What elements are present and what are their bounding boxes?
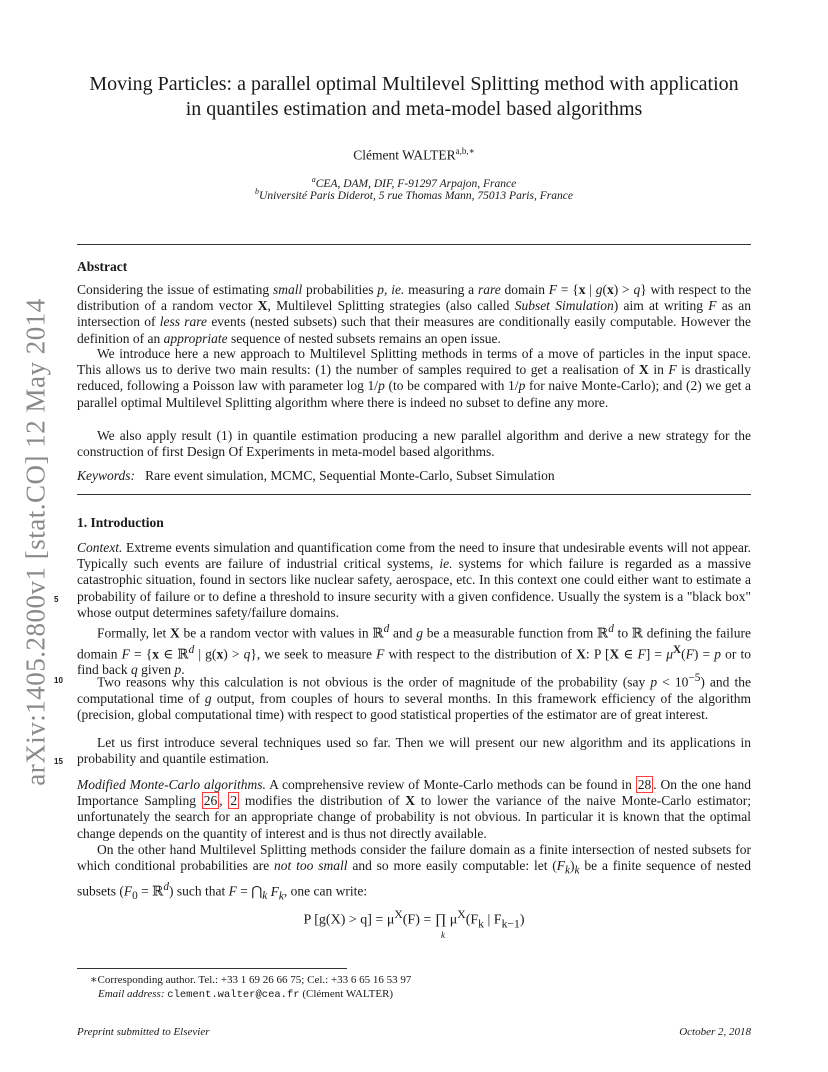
abstract-paragraph-3: We also apply result (1) in quantile estimation producing a new parallel algorithm and derive a new strategy for the construction of first Design Of Experiments in meta-model based algorithms. — [77, 428, 751, 460]
line-number-15: 15 — [54, 757, 63, 766]
abstract-paragraph-1: Considering the issue of estimating small probabilities p, ie. measuring a rare domain F = {x | g(x) > q} with respect to the distribution of a random vector X, Multilevel Splitting strategies (also called Subset Simulation) aim at writing F as an intersection of less rare events (nested subsets) such that their measures are conditionally easily computable. However the definition of an appropriate sequence of nested subsets remains an open issue. — [77, 282, 752, 346]
abstract-heading: Abstract — [77, 259, 128, 274]
line-number-10: 10 — [54, 676, 63, 685]
author-marks: a,b,∗ — [455, 146, 475, 156]
keywords-label: Keywords: — [77, 468, 135, 483]
footnote-email-address[interactable]: clement.walter@cea.fr — [167, 989, 300, 1001]
equation-tail: | F — [484, 912, 502, 928]
paper-title — [0, 72, 828, 122]
intro-paragraph-2: Formally, let X be a random vector with values in ℝ$^d$ and g be a measurable function from ℝ$^d$ to ℝ defining the failure domain F = {x ∈ ℝ$^d$ | g(x) > q}, we seek to measure F with respect to the distribution of X: P [X ∈ $F] = \mu^X(F) = p$ or to find back q given p. — [77, 623, 752, 678]
affiliation-a-mark: a — [311, 175, 316, 184]
keywords-list: Rare event simulation, MCMC, Sequential Monte-Carlo, Subset Simulation — [145, 468, 555, 483]
footer-preprint: Preprint submitted to Elsevier — [77, 1026, 210, 1038]
affiliation-b — [0, 184, 828, 204]
footer-date: October 2, 2018 — [679, 1026, 751, 1038]
equation-mid: (F) = ∏ μ — [402, 912, 458, 928]
author-name: Clément WALTER — [353, 147, 456, 163]
abstract-bottom-rule — [77, 494, 751, 495]
footnote-email — [98, 987, 393, 1002]
intro-paragraph-3: Two reasons why this calculation is not obvious is the order of magnitude of the probability (say $p < 10^{-5}$) and the computational time of g output, from couples of hours to several months. In this framework efficiency of the algorithm (precision, global computational time) with respect to good statistical properties of the estimator are of great interest. — [77, 672, 751, 722]
equation — [0, 908, 828, 930]
footnote-rule — [77, 968, 347, 969]
affiliation-b-text: Université Paris Diderot, 5 rue Thomas Mann, 75013 Paris, France — [259, 189, 573, 202]
abstract-top-rule — [77, 244, 751, 245]
intro-paragraph-4: Let us first introduce several techniques used so far. Then we will present our new algorithm and its applications in probability and quantile estimation. — [77, 735, 751, 767]
affiliation-b-mark: b — [255, 187, 260, 196]
intro-paragraph-6: On the other hand Multilevel Splitting methods consider the failure domain as a finite intersection of nested subsets for which conditional probabilities are not too small and so more easily computable: let $(F_k)_k$ be a finite sequence of nested subsets ($F_0$ = ℝ$^d$) such that $F = ⋂_k$ $F_k$, one can write: — [77, 842, 751, 903]
arxiv-stamp: arXiv:1405.2800v1 [stat.CO] 12 May 2014 — [20, 298, 51, 786]
abstract-paragraph-2: We introduce here a new approach to Multilevel Splitting methods in terms of a move of particles in the input space. This allows us to derive two main results: (1) the number of samples required to get a realisation of X in F is drastically reduced, following a Poisson law with parameter log 1/p (to be compared with 1/p for naive Monte-Carlo); and (2) we get a parallel optimal Multilevel Splitting algorithm where there is indeed no subset to define any more. — [77, 346, 751, 410]
intro-paragraph-1: Context. Extreme events simulation and quantification come from the need to insure that undesirable events will not appear. Typically such events are failure of industrial critical systems, ie. systems for which failure is regarded as a massive catastrophic situation, found in sectors like nuclear safety, aerospace, etc. In this context one could either want to estimate a probability of failure or to define a threshold to insure security with a given confidence. Usually the system is a "black box" whose output determines safety/failure domains. — [77, 540, 751, 620]
section-1-heading: 1. Introduction — [77, 515, 164, 530]
author — [0, 146, 828, 164]
footnote-email-name: (Clément WALTER) — [302, 988, 394, 1000]
footnote-email-label: Email address: — [98, 988, 165, 1000]
equation-sup-2: X — [457, 908, 466, 921]
title-line-2: in quantiles estimation and meta-model based algorithms — [185, 98, 643, 120]
equation-end: ) — [519, 912, 525, 928]
title-line-1: Moving Particles: a parallel optimal Multilevel Splitting method with application — [89, 73, 739, 95]
equation-rhs: (F — [465, 912, 479, 928]
intro-paragraph-5: Modified Monte-Carlo algorithms. A comprehensive review of Monte-Carlo methods can be found in 28 . On the one hand Importance Sampling 26 , 2 modifies the distribution of X to lower the variance of the naive Monte-Carlo estimator; unfortunately the search for an appropriate change of probability is not obvious. In particular it is known that the optimal change depends on the quantity of interest and is thus not directly available. — [77, 777, 751, 841]
line-number-5: 5 — [54, 595, 59, 604]
equation-sup-1: X — [394, 908, 403, 921]
equation-sub-kminus1: k−1 — [501, 917, 520, 931]
footnote-corresponding: ∗Corresponding author. Tel.: +33 1 69 26 66 75; Cel.: +33 6 65 16 53 97 — [90, 974, 412, 986]
equation-product-index: k — [441, 930, 445, 940]
keywords — [77, 468, 751, 484]
equation-lhs: P [g(X) > q] = μ — [303, 912, 395, 928]
equation-sub-k: k — [478, 917, 484, 931]
affiliation-a-text: CEA, DAM, DIF, F-91297 Arpajon, France — [315, 177, 517, 190]
